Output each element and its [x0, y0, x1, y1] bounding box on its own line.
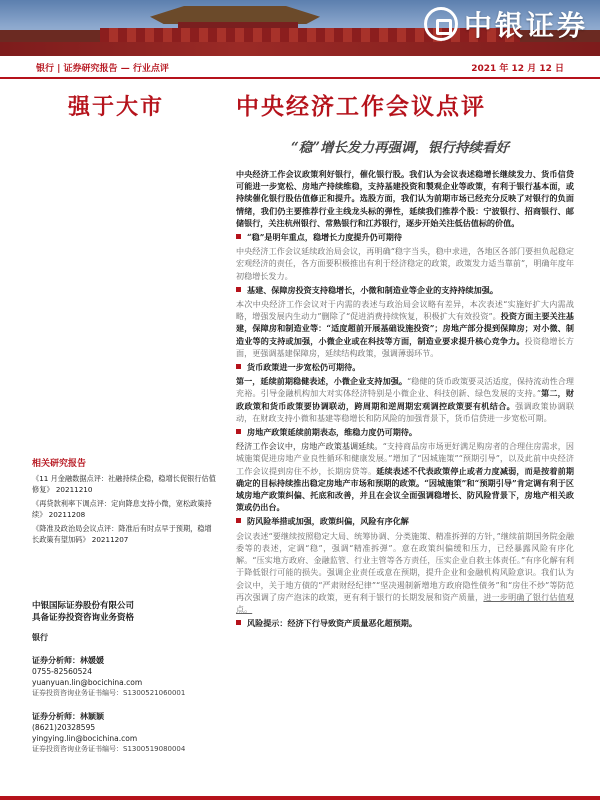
bullet-square-icon [236, 234, 241, 239]
analyst-cert: 证券投资咨询业务证书编号：S1300521060001 [32, 689, 186, 697]
paragraph-bold-text: 第一，延续前期稳健表述，小微企业支持加强。 [236, 376, 407, 387]
paragraph: 中央经济工作会议延续政治局会议，再明确“稳字当头，稳中求进，各地区各部门要担负起稳定宏观经济的责任，各方面要积极推出有利于经济稳定的政策，政策发力适当靠前”，明确年度年初稳增长发力。 [236, 246, 574, 281]
company-qualification: 具备证券投资咨询业务资格 [32, 613, 135, 623]
analyst-phone: (8621)20328595 [32, 723, 96, 732]
bullet-square-icon [236, 429, 241, 434]
section-heading [236, 284, 574, 296]
footer-rule [0, 796, 600, 800]
related-report-link[interactable]: 《11 月金融数据点评：社融持续企稳，稳增长促银行估值修复》 20211210 [32, 474, 216, 494]
paragraph-bold-text: “因城施策”和“预期引导”肯定调有利于区域房地产政策纠偏、托底和改善，并且在会议全面强调稳增长、防风险背景下，房地产相关政策或仍出台。 [236, 477, 574, 513]
paragraph-text: 经济工作会议中，房地产政策基调延续。 [236, 441, 383, 452]
paragraph-text: 进一步明确了银行估值观点。 [236, 591, 574, 614]
page-subtitle: “稳”增长发力再强调，银行持续看好 [290, 140, 510, 156]
risk-warning [236, 617, 574, 629]
main-content [236, 168, 574, 631]
intro-paragraph: 中央经济工作会议政策利好银行，催化银行股。我们认为会议表述稳增长继续发力、货币信贷可能进一步宽松、房地产持续维稳，支持基建投资和製观企业等政策，有利于银行基本面，或持续催化银行股估值修正和提升。选股方面，我们认为前期市场已经充分反映了对银行的负面情绪，我们仍主要推荐行业主线龙头标的弹性，延续我们推荐个股：宁波银行、招商银行、邮储银行，关注杭州银行、常熟银行和江苏银行，逐步开始关注低估值标的价值。 [236, 169, 574, 228]
related-report-link[interactable]: 《再贷款利率下调点评：定向降息支持小微，宽松政策持续》 20211208 [32, 499, 212, 519]
analyst-cert: 证券投资咨询业务证书编号：S1300519080004 [32, 745, 186, 753]
related-heading: 相关研究报告 [32, 459, 87, 469]
paragraph-text: 投资稳增长方面，更强调基建保障房，延续结构政策，强调薄弱环节。 [236, 335, 574, 358]
section-heading-text: 基建、保障房投资支持稳增长，小微和制造业等企业的支持持续加强。 [247, 284, 498, 295]
sector-label: 银行 [32, 633, 48, 642]
paragraph [236, 298, 574, 359]
analyst-email[interactable]: yuanyuan.lin@bocichina.com [32, 678, 143, 687]
brand-name: 中银证券 [463, 9, 588, 42]
bullet-square-icon [236, 287, 241, 292]
section-heading-text: 货币政策进一步宽松仍可期待。 [247, 362, 361, 373]
company-info [32, 600, 218, 755]
paragraph [236, 375, 574, 424]
paragraph-bold-text: 投资方面主要关注基建，保障房和制造业等：“适度超前开展基础设施投资”；房地产部分提到保障房；对小微、制造业等的支持或加强，小微企业或在科技等方面，制造业要求提升核心竞争力。 [236, 311, 574, 346]
paragraph [236, 530, 574, 615]
analyst-card [32, 711, 218, 755]
industry-rating: 强于大市 [68, 94, 165, 120]
paragraph-bold-text: 延续表述不代表政策停止或者力度减弱，而是按着前期确定的目标持续推出稳定房地产市场和预期的政策。 [236, 465, 574, 488]
risk-text: 经济下行导致资产质量恶化超预期。 [287, 618, 417, 629]
report-path: 银行 | 证券研究报告 — 行业点评 [36, 63, 169, 74]
paragraph-text: “压实地方政府、金融监管、行业主管等各方责任，压实企业自救主体责任。”有序化解有利于降低银行可能的损失。强调企业责任或意在预期，提升企业和金融机构风险意识。 [236, 555, 574, 578]
analyst-email[interactable]: yingying.lin@bocichina.com [32, 734, 138, 743]
related-report-link[interactable]: 《降准及政治局会议点评：降准后有时点早于预期，稳增长政策有望加码》 20211207 [32, 524, 212, 544]
paragraph-text: 会议表述“要继续按照稳定大局、统筹协调、分类施策、精准拆弹的方针，” [236, 530, 501, 541]
section-heading [236, 361, 574, 373]
bullet-square-icon [236, 620, 241, 625]
boc-logo-icon [424, 7, 458, 41]
page-title: 中央经济工作会议点评 [236, 93, 486, 120]
risk-label: 风险提示： [247, 618, 288, 629]
company-name: 中银国际证券股份有限公司 [32, 601, 135, 611]
section-heading-text: “稳”是明年重点，稳增长力度提升仍可期待 [247, 232, 403, 243]
banner-wall [0, 42, 600, 56]
section-heading [236, 515, 574, 527]
report-subheader [0, 57, 600, 79]
paragraph [236, 440, 574, 513]
paragraph-text: “稳健的货币政策要灵活适度，保持流动性合理充裕。引导金融机构加大对实体经济特别是小微企业、科技创新、绿色发展的支持。” [236, 376, 574, 399]
brand [424, 4, 588, 44]
analyst-name: 证券分析师：林媛媛 [32, 656, 104, 665]
left-column [32, 90, 212, 121]
report-date: 2021 年 12 月 12 日 [471, 63, 564, 74]
paragraph-text: 继续前期国务院金融委等的表述，定调“稳”，强调“精准拆弹”。意在政策纠偏缓和压力，已经暴露风险有序化解。 [236, 530, 574, 566]
analyst-phone: 0755-82560524 [32, 667, 92, 676]
paragraph-text: 我们认为会议中，关于地方债的“严肃财经纪律”“坚决遏制新增地方政府隐性债务”和“房住不炒”等防范再次强调了房产泡沫的政策，更有利于银行的长期发展和资产质量， [236, 567, 574, 602]
paragraph-bold-text: 第二，财政政策和货币政策要协调联动，跨周期和逆周期宏观调控政策要有机结合。 [236, 388, 574, 411]
bullet-square-icon [236, 518, 241, 523]
paragraph-text: “支持商品房市场更好满足购房者的合理住房需求，因城施策促进房地产业良性循环和健康发展。”增加了“因城施策”“预期引导”，以及此前中央经济工作会议提到房住不炒，长期房贷等。 [236, 441, 574, 476]
risk-warning-text [247, 617, 417, 629]
section-heading-text: 防风险举措或加强，政策纠偏，风险有序化解 [247, 516, 409, 527]
analyst-name: 证券分析师：林颖颖 [32, 712, 104, 721]
section-heading [236, 426, 574, 438]
paragraph-text: 强调政策协调联动，在财政支持小微和基建等稳增长和防风险的加强背景下，货币信贷进一步宽松可期。 [236, 400, 574, 423]
section-heading-text: 房地产政策延续前期表态，维稳力度仍可期待。 [247, 427, 417, 438]
analyst-card [32, 655, 218, 699]
section-heading [236, 231, 574, 243]
related-reports [32, 456, 218, 548]
header-banner [0, 0, 600, 56]
bullet-square-icon [236, 364, 241, 369]
paragraph-text: 本次中央经济工作会议对于内需的表述与政治局会议略有差异，本次表述“实施好扩大内需战略，增强发展内生动力”删除了“促进消费持续恢复，积极扩大有效投资”。 [236, 299, 574, 322]
